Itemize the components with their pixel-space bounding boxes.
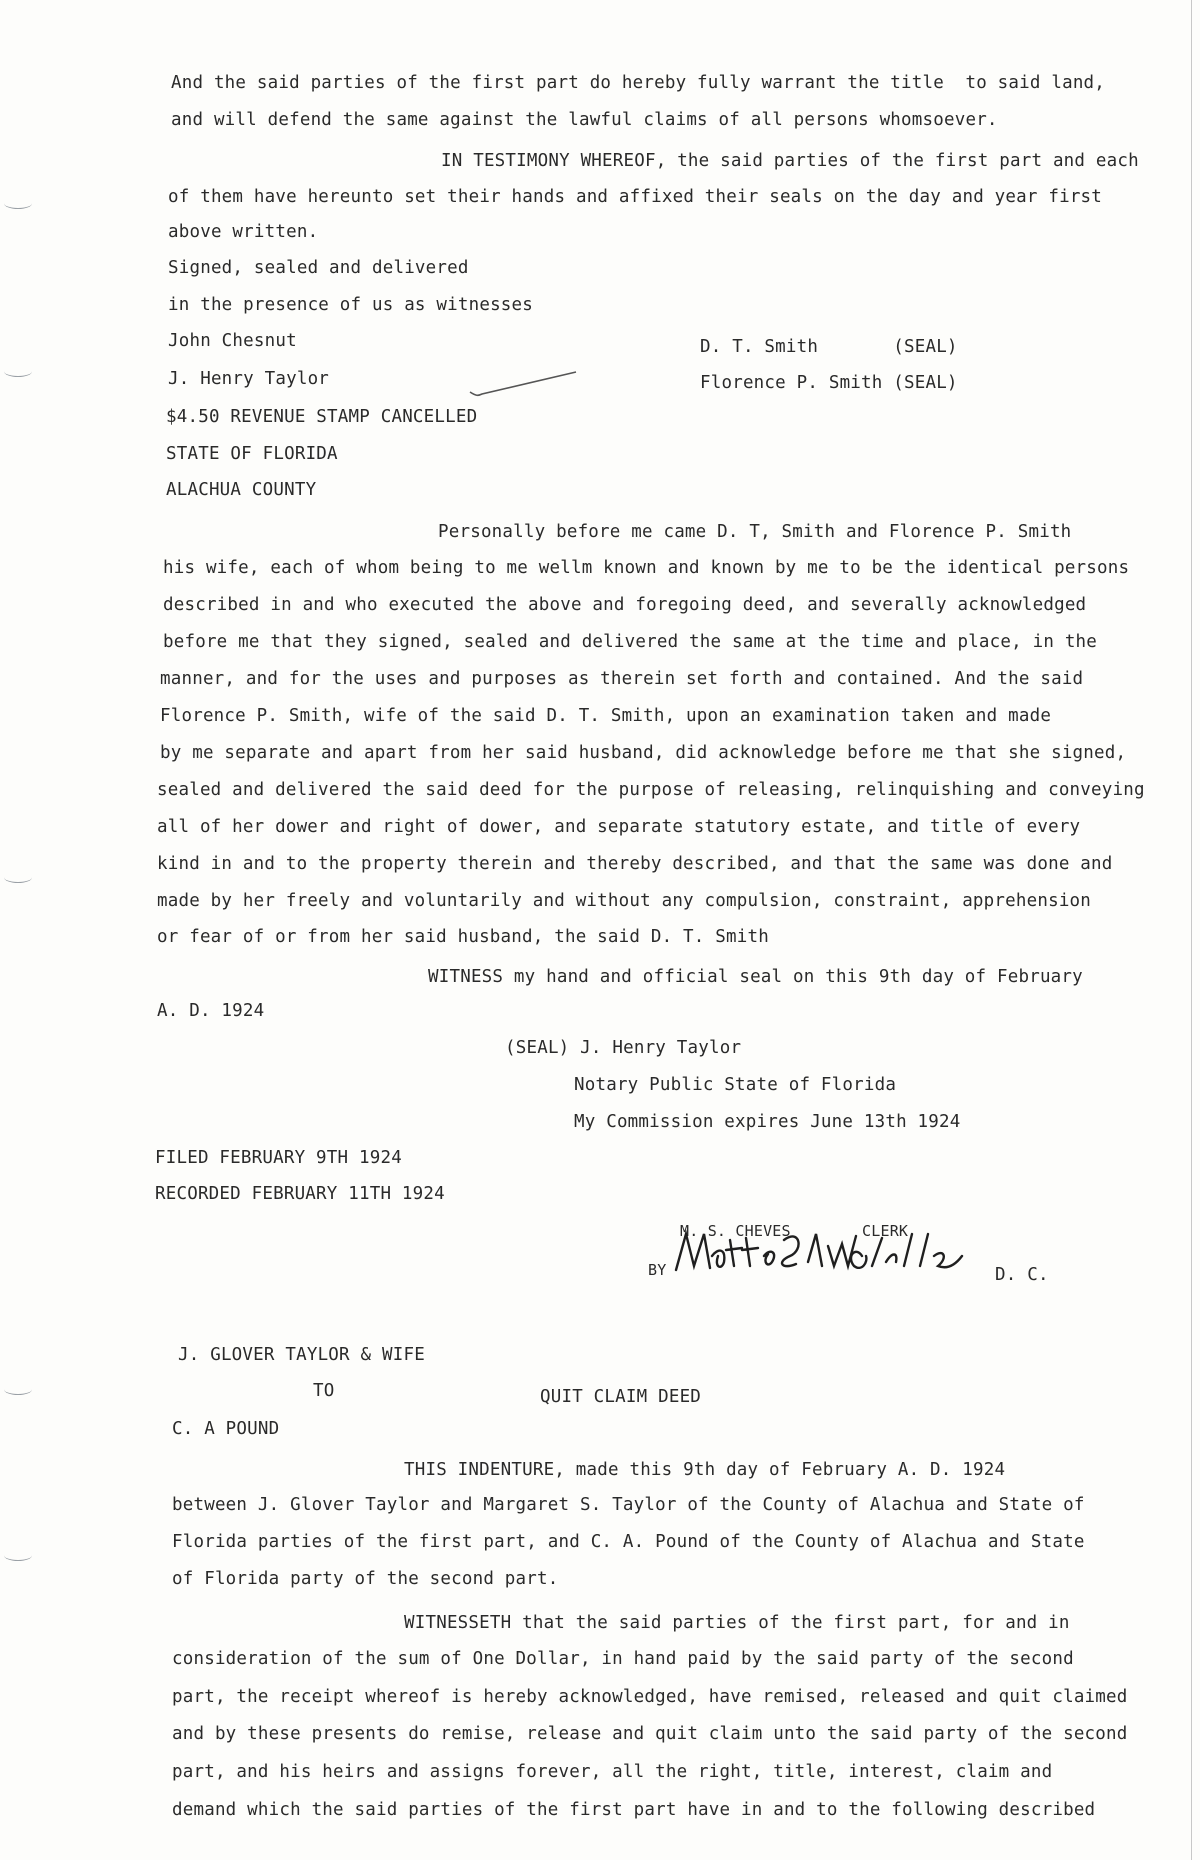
text-line: and by these presents do remise, release and quit claim unto the said party of the second — [172, 1724, 1128, 1744]
recorded-date: RECORDED FEBRUARY 11TH 1924 — [155, 1184, 445, 1204]
text-line: consideration of the sum of One Dollar, in hand paid by the said party of the second — [172, 1649, 1074, 1669]
text-line: made by her freely and voluntarily and without any compulsion, constraint, apprehension — [157, 891, 1092, 911]
punch-hole-mark — [4, 872, 32, 883]
text-line: ALACHUA COUNTY — [166, 480, 317, 500]
text-line: of Florida party of the second part. — [172, 1569, 559, 1589]
text-line: WITNESSETH that the said parties of the first part, for and in — [404, 1613, 1070, 1633]
text-line: Personally before me came D. T, Smith and Florence P. Smith — [438, 522, 1072, 542]
clerk-name: M. S. CHEVES — [680, 1222, 791, 1240]
witness-name: J. Henry Taylor — [168, 369, 330, 389]
filed-date: FILED FEBRUARY 9TH 1924 — [155, 1148, 402, 1168]
text-line: his wife, each of whom being to me wellm known and known by me to be the identical persons — [163, 558, 1130, 578]
clerk-title: CLERK — [862, 1222, 909, 1240]
punch-hole-mark — [4, 198, 32, 209]
witness-name: John Chesnut — [168, 331, 297, 351]
text-line: manner, and for the uses and purposes as therein set forth and contained. And the said — [160, 669, 1084, 689]
text-line: WITNESS my hand and official seal on this 9th day of February — [428, 967, 1083, 987]
notary-commission: My Commission expires June 13th 1924 — [574, 1112, 961, 1132]
check-mark — [468, 370, 578, 400]
text-line: in the presence of us as witnesses — [168, 295, 534, 315]
text-line: before me that they signed, sealed and delivered the same at the time and place, in the — [163, 632, 1098, 652]
revenue-stamp-note: $4.50 REVENUE STAMP CANCELLED — [166, 407, 478, 427]
text-line: above written. — [168, 222, 319, 242]
text-line: A. D. 1924 — [157, 1001, 265, 1021]
punch-hole-mark — [4, 1550, 32, 1561]
notary-title: Notary Public State of Florida — [574, 1075, 897, 1095]
text-line: or fear of or from her said husband, the said D. T. Smith — [157, 927, 769, 947]
text-line: described in and who executed the above and foregoing deed, and severally acknowledged — [163, 595, 1087, 615]
deed-type-heading: QUIT CLAIM DEED — [540, 1387, 702, 1407]
text-line: of them have hereunto set their hands and affixed their seals on the day and year first — [168, 187, 1103, 207]
text-line: part, and his heirs and assigns forever, all the right, title, interest, claim and — [172, 1762, 1053, 1782]
text-line: Florida parties of the first part, and C. A. Pound of the County of Alachua and State — [172, 1532, 1085, 1552]
signatory-name: D. T. Smith (SEAL) — [700, 337, 958, 357]
notary-name: (SEAL) J. Henry Taylor — [505, 1038, 742, 1058]
dc-label: D. C. — [995, 1265, 1049, 1285]
punch-hole-mark — [4, 1384, 32, 1395]
text-line: kind in and to the property therein and thereby described, and that the same was done and — [157, 854, 1113, 874]
text-line: IN TESTIMONY WHEREOF, the said parties of the first part and each — [441, 151, 1139, 171]
text-line: between J. Glover Taylor and Margaret S. Taylor of the County of Alachua and State of — [172, 1495, 1085, 1515]
signatory-name: Florence P. Smith (SEAL) — [700, 373, 958, 393]
text-line: Signed, sealed and delivered — [168, 258, 469, 278]
to-heading: TO — [313, 1381, 335, 1401]
text-line: Florence P. Smith, wife of the said D. T. Smith, upon an examination taken and made — [160, 706, 1052, 726]
text-line: sealed and delivered the said deed for the purpose of releasing, relinquishing and conveying — [157, 780, 1145, 800]
grantee-heading: C. A POUND — [172, 1419, 280, 1439]
text-line: and will defend the same against the lawful claims of all persons whomsoever. — [171, 110, 998, 130]
text-line: part, the receipt whereof is hereby acknowledged, have remised, released and quit claimed — [172, 1687, 1128, 1707]
text-line: And the said parties of the first part do hereby fully warrant the title to said land, — [171, 73, 1106, 93]
text-line: THIS INDENTURE, made this 9th day of February A. D. 1924 — [404, 1460, 1006, 1480]
by-label: BY — [648, 1261, 667, 1279]
grantor-heading: J. GLOVER TAYLOR & WIFE — [178, 1345, 425, 1365]
text-line: all of her dower and right of dower, and separate statutory estate, and title of every — [157, 817, 1081, 837]
text-line: by me separate and apart from her said husband, did acknowledge before me that she signed, — [160, 743, 1127, 763]
clerk-signature — [672, 1226, 992, 1286]
punch-hole-mark — [4, 366, 32, 377]
text-line: demand which the said parties of the first part have in and to the following described — [172, 1800, 1096, 1820]
text-line: STATE OF FLORIDA — [166, 444, 338, 464]
